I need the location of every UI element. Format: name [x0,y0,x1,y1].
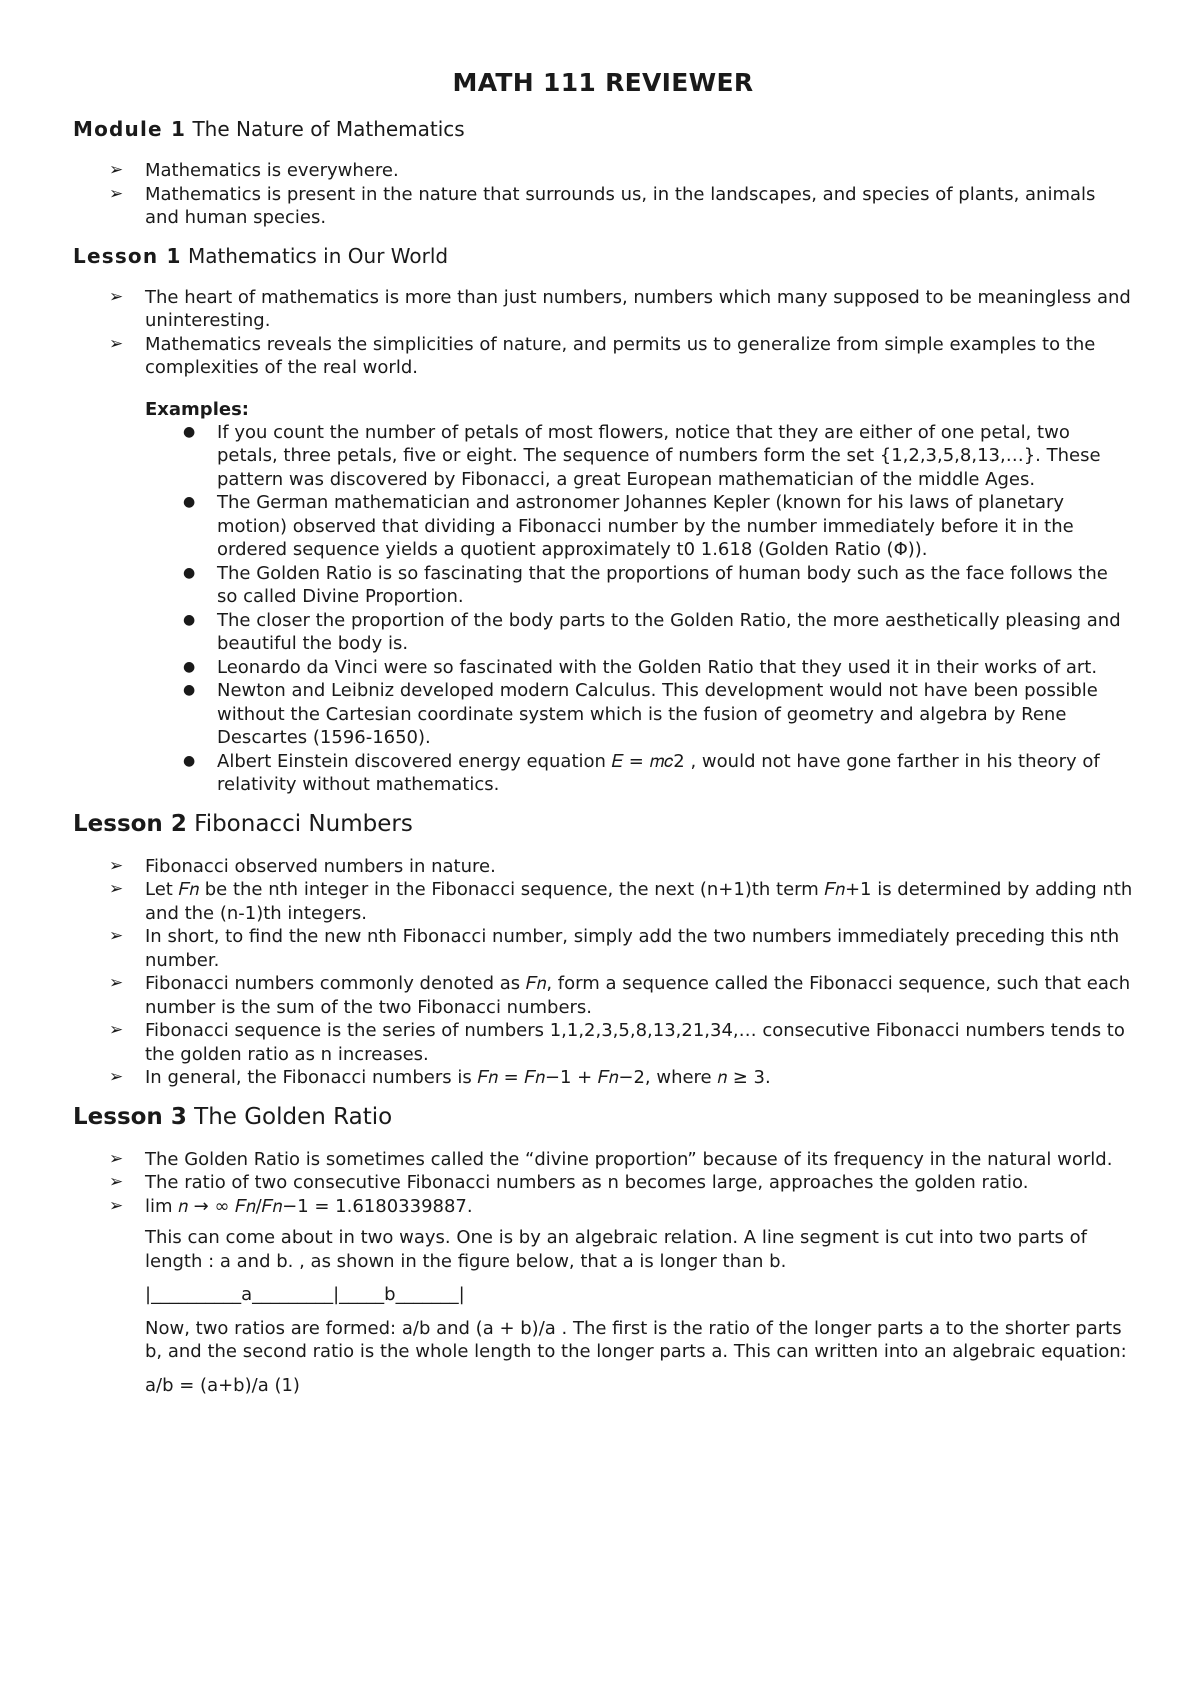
list-item-text: Albert Einstein discovered energy equation 𝐸 = 𝑚𝑐2 , would not have gone farther in his theory of relativity without mathematics. [217,750,1100,795]
lesson-3-bullets [109,1148,1133,1219]
dot-bullet-icon: ● [183,494,196,510]
dot-bullet-icon: ● [183,682,196,698]
list-item [109,333,1133,380]
lesson-2-heading [73,811,1133,837]
list-item [109,855,1133,879]
list-item-text: The closer the proportion of the body parts to the Golden Ratio, the more aesthetically pleasing and beautiful the body is. [217,609,1121,654]
arrow-bullet-icon: ➢ [109,879,124,899]
golden-ratio-paragraph-1: This can come about in two ways. One is by an algebraic relation. A line segment is cut into two parts of length : a and b. , as shown in the figure below, that a is longer than b. [145,1227,1087,1272]
arrow-bullet-icon: ➢ [109,333,124,354]
list-item [109,1019,1133,1066]
list-item [183,491,1133,562]
list-item [109,925,1133,972]
module-1-bullets [109,159,1133,230]
list-item-text: lim 𝑛 → ∞ 𝐹𝑛/𝐹𝑛−1 = 1.6180339887. [145,1195,473,1217]
arrow-bullet-icon: ➢ [109,973,124,993]
list-item-text: In short, to find the new nth Fibonacci number, simply add the two numbers immediately preceding this nth number. [145,926,1120,971]
arrow-bullet-icon: ➢ [109,1172,124,1192]
arrow-bullet-icon: ➢ [109,926,124,946]
lesson-2-tag: Lesson 2 [73,810,187,837]
module-1-heading [73,117,1133,141]
list-item-text: Fibonacci observed numbers in nature. [145,855,496,877]
lesson-2-name: Fibonacci Numbers [194,810,413,837]
lesson-3-heading [73,1104,1133,1130]
list-item-text: If you count the number of petals of most flowers, notice that they are either of one petal, two petals, three petals, five or eight. The sequence of numbers form the set {1,2,3,5,8,13,…}. These pattern was discovered by Fibonacci, a great European mathematician of the middle Ages. [217,421,1101,490]
arrow-bullet-icon: ➢ [109,286,124,307]
dot-bullet-icon: ● [183,752,196,769]
list-item [183,679,1133,750]
arrow-bullet-icon: ➢ [109,183,124,204]
lesson-1-heading [73,244,1133,268]
examples-list [183,421,1133,797]
list-item-text: Leonardo da Vinci were so fascinated with the Golden Ratio that they used it in their works of art. [217,656,1098,678]
list-item-text: Fibonacci numbers commonly denoted as 𝐹𝑛, form a sequence called the Fibonacci sequence, such that each number is the sum of the two Fibonacci numbers. [145,973,1131,1018]
segment-diagram: |__________a_________|_____b_______| [145,1284,465,1305]
list-item [109,286,1133,333]
list-item [109,878,1133,925]
golden-ratio-paragraph-2: Now, two ratios are formed: a/b and (a + b)/a . The first is the ratio of the longer parts a to the shorter parts b, and the second ratio is the whole length to the longer parts a. This can written into an algebraic equation: [145,1317,1127,1362]
arrow-bullet-icon: ➢ [109,855,124,876]
list-item [109,183,1133,230]
list-item [183,656,1133,680]
list-item-text: The German mathematician and astronomer Johannes Kepler (known for his laws of planetary motion) observed that dividing a Fibonacci number by the number immediately before it in the ordered sequence yields a quotient approximately t0 1.618 (Golden Ratio (Φ)). [217,492,1074,560]
lesson-2-bullets [109,855,1133,1090]
dot-bullet-icon: ● [183,611,196,628]
list-item-text: Mathematics is everywhere. [145,160,399,181]
arrow-bullet-icon: ➢ [109,1195,124,1216]
list-item-text: Mathematics reveals the simplicities of nature, and permits us to generalize from simple examples to the complexities of the real world. [145,333,1096,378]
lesson-3-tag: Lesson 3 [73,1103,187,1130]
list-item [109,1066,1133,1090]
arrow-bullet-icon: ➢ [109,160,124,180]
golden-ratio-equation: a/b = (a+b)/a (1) [145,1374,300,1396]
lesson-1-name: Mathematics in Our World [187,243,449,268]
list-item-text: Newton and Leibniz developed modern Calculus. This development would not have been possible without the Cartesian coordinate system which is the fusion of geometry and algebra by Rene Descartes (1596-1650). [217,680,1098,748]
list-item [109,1171,1133,1195]
list-item-text: The Golden Ratio is sometimes called the “divine proportion” because of its frequency in the natural world. [145,1148,1113,1170]
list-item-text: The heart of mathematics is more than just numbers, numbers which many supposed to be meaningless and uninteresting. [145,286,1131,331]
list-item [183,421,1133,492]
module-1-name: The Nature of Mathematics [192,117,465,141]
lesson-3-name: The Golden Ratio [194,1103,393,1130]
lesson-1-bullets [109,286,1133,380]
arrow-bullet-icon: ➢ [109,1148,124,1169]
dot-bullet-icon: ● [183,423,196,440]
list-item-text: The Golden Ratio is so fascinating that the proportions of human body such as the face follows the so called Divine Proportion. [217,562,1108,607]
arrow-bullet-icon: ➢ [109,1020,124,1040]
list-item-text: Fibonacci sequence is the series of numbers 1,1,2,3,5,8,13,21,34,… consecutive Fibonacci numbers tends to the golden ratio as n increases. [145,1020,1125,1065]
examples-label: Examples: [145,398,249,420]
list-item-text: The ratio of two consecutive Fibonacci numbers as n becomes large, approaches the golden ratio. [145,1172,1029,1193]
list-item [109,1195,1133,1219]
list-item-text: In general, the Fibonacci numbers is 𝐹𝑛 = 𝐹𝑛−1 + 𝐹𝑛−2, where 𝑛 ≥ 3. [145,1067,771,1088]
dot-bullet-icon: ● [183,564,196,581]
list-item [109,1148,1133,1172]
dot-bullet-icon: ● [183,658,196,675]
list-item-text: Let 𝐹𝑛 be the nth integer in the Fibonacci sequence, the next (n+1)th term 𝐹𝑛+1 is determined by adding nth and the (n-1)th integers. [145,879,1133,924]
document-page [73,68,1133,1397]
lesson-1-tag: Lesson 1 [73,243,182,268]
list-item [109,972,1133,1019]
examples-block [145,398,1133,421]
list-item [183,609,1133,656]
document-title: MATH 111 REVIEWER [452,68,754,97]
list-item [183,562,1133,609]
module-1-tag: Module 1 [73,117,187,141]
arrow-bullet-icon: ➢ [109,1067,124,1087]
list-item [109,159,1133,183]
list-item [183,750,1133,797]
list-item-text: Mathematics is present in the nature that surrounds us, in the landscapes, and species of plants, animals and human species. [145,183,1096,228]
